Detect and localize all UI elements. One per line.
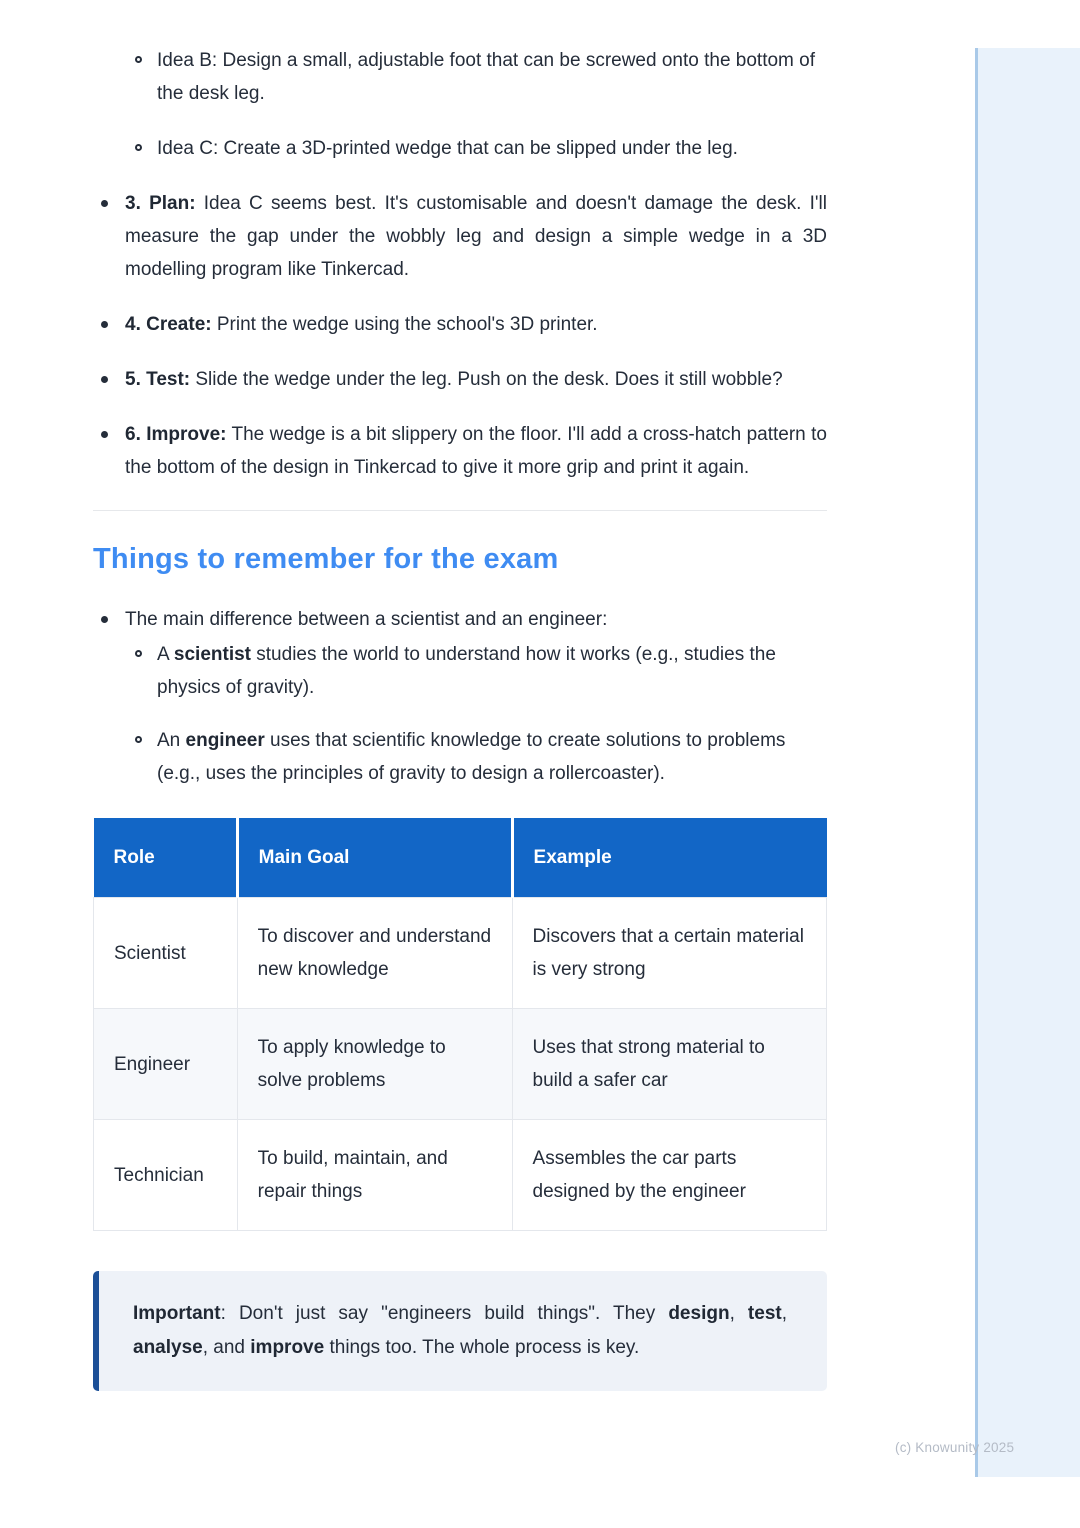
bullet-icon (101, 321, 108, 328)
table-row (94, 898, 827, 1009)
list-item-text: A scientist studies the world to understand how it works (e.g., studies the physics of gravity). (157, 644, 776, 698)
list-item (93, 638, 827, 704)
section-heading: Things to remember for the exam (93, 543, 559, 575)
list-item (93, 44, 827, 110)
table-row (94, 1009, 827, 1120)
table-cell: Uses that strong material to build a safer car (512, 1009, 826, 1120)
roles-table (93, 818, 827, 1231)
bullet-icon (101, 200, 108, 207)
list-item-text: Idea B: Design a small, adjustable foot that can be screwed onto the bottom of the desk leg. (157, 50, 816, 104)
table-header-cell: Role (94, 818, 238, 898)
bullet-icon (101, 431, 108, 438)
circle-bullet-icon (135, 144, 142, 151)
table-header-cell: Example (512, 818, 826, 898)
list-item (93, 363, 827, 396)
list-item (93, 132, 827, 165)
page-edge-strip (975, 48, 1080, 1477)
table-cell: Assembles the car parts designed by the engineer (512, 1120, 826, 1231)
list-item-text: Idea C: Create a 3D-printed wedge that can be slipped under the leg. (157, 138, 738, 159)
table-row (94, 1120, 827, 1231)
list-item-text: 3. Plan: Idea C seems best. It's customisable and doesn't damage the desk. I'll measure the gap under the wobbly leg and design a simple wedge in a 3D modelling program like Tinkercad. (125, 193, 828, 280)
list-item (93, 603, 827, 636)
circle-bullet-icon (135, 56, 142, 63)
idea-sublist (93, 44, 827, 165)
difference-sublist (93, 638, 827, 790)
important-callout (93, 1271, 827, 1391)
table-cell: Discovers that a certain material is very strong (512, 898, 826, 1009)
list-item-text: 5. Test: Slide the wedge under the leg. Push on the desk. Does it still wobble? (125, 369, 783, 390)
table-cell: Engineer (94, 1009, 238, 1120)
exam-notes-list (93, 603, 827, 636)
bullet-icon (101, 376, 108, 383)
section-divider (93, 510, 827, 511)
table-cell: Technician (94, 1120, 238, 1231)
list-item (93, 187, 827, 286)
list-item (93, 308, 827, 341)
callout-text: Important: Don't just say "engineers build things". They design, test, analyse, and improve things too. The whole process is key. (133, 1303, 787, 1358)
watermark: (c) Knowunity 2025 (895, 1440, 1015, 1455)
circle-bullet-icon (135, 650, 142, 657)
table-header-row (94, 818, 827, 898)
list-item (93, 418, 827, 484)
list-item-text: 6. Improve: The wedge is a bit slippery on the floor. I'll add a cross-hatch pattern to the bottom of the design in Tinkercad to give it more grip and print it again. (125, 424, 827, 478)
list-item-text: An engineer uses that scientific knowledge to create solutions to problems (e.g., uses the principles of gravity to design a rollercoaster). (157, 730, 786, 784)
document-page (93, 0, 827, 1391)
list-item-text: The main difference between a scientist and an engineer: (125, 609, 608, 630)
bullet-icon (101, 616, 108, 623)
list-item-text: 4. Create: Print the wedge using the school's 3D printer. (125, 314, 598, 335)
design-steps-list (93, 187, 827, 484)
table-cell: To discover and understand new knowledge (237, 898, 512, 1009)
table-cell: To build, maintain, and repair things (237, 1120, 512, 1231)
table-cell: To apply knowledge to solve problems (237, 1009, 512, 1120)
table-header-cell: Main Goal (237, 818, 512, 898)
table-cell: Scientist (94, 898, 238, 1009)
circle-bullet-icon (135, 736, 142, 743)
list-item (93, 724, 827, 790)
